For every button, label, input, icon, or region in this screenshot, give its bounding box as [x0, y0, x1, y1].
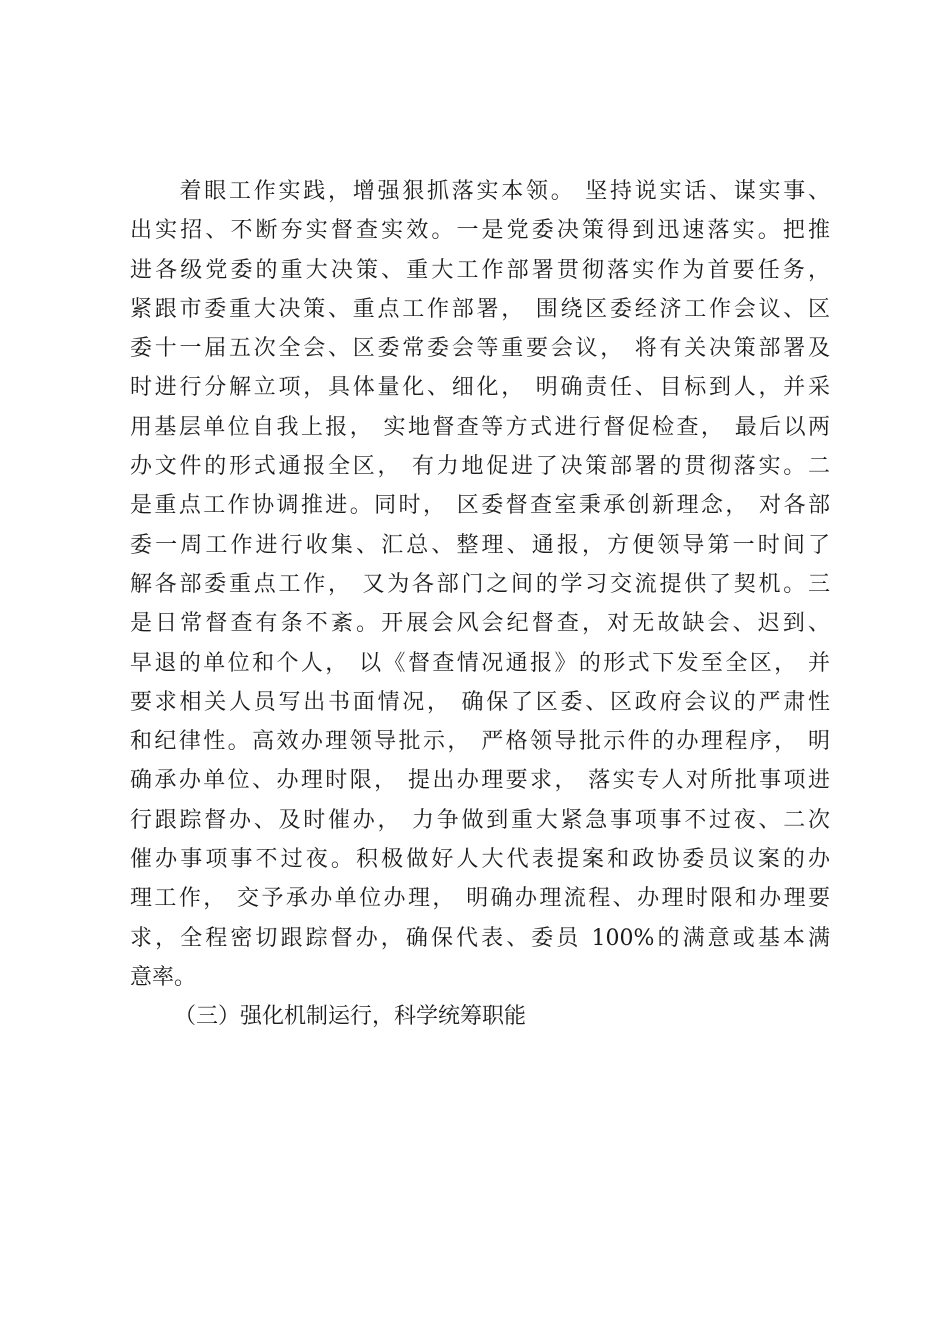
section-heading: （三）强化机制运行，科学统筹职能 [174, 1004, 527, 1030]
paragraph-line: 出实招、不断夯实督查实效。一是党委决策得到迅速落实。把推 [130, 218, 830, 244]
paragraph-line: 进各级党委的重大决策、重大工作部署贯彻落实作为首要任务， [130, 257, 830, 283]
paragraph-line: 是日常督查有条不紊。开展会风会纪督查，对无故缺会、迟到、 [130, 611, 830, 637]
paragraph-line: 意率。 [130, 964, 197, 990]
paragraph-line: 行跟踪督办、及时催办， 力争做到重大紧急事项事不过夜、二次 [130, 807, 830, 833]
paragraph-line: 和纪律性。高效办理领导批示， 严格领导批示件的办理程序， 明 [130, 729, 830, 755]
paragraph-line: 催办事项事不过夜。积极做好人大代表提案和政协委员议案的办 [130, 847, 830, 873]
paragraph-line: 求，全程密切跟踪督办，确保代表、委员 100%的满意或基本满 [130, 925, 830, 951]
paragraph-line: 办文件的形式通报全区， 有力地促进了决策部署的贯彻落实。二 [130, 454, 830, 480]
body-text [130, 172, 830, 1037]
paragraph-line: 委一周工作进行收集、汇总、整理、通报，方便领导第一时间了 [130, 532, 830, 558]
paragraph-line: 确承办单位、办理时限， 提出办理要求， 落实专人对所批事项进 [130, 768, 830, 794]
paragraph-line: 早退的单位和个人， 以《督查情况通报》的形式下发至全区， 并 [130, 650, 830, 676]
paragraph-line: 紧跟市委重大决策、重点工作部署， 围绕区委经济工作会议、区 [130, 296, 830, 322]
paragraph-line: 要求相关人员写出书面情况， 确保了区委、区政府会议的严肃性 [130, 689, 830, 715]
paragraph-line: 委十一届五次全会、区委常委会等重要会议， 将有关决策部署及 [130, 336, 830, 362]
paragraph-line: 用基层单位自我上报， 实地督查等方式进行督促检查， 最后以两 [130, 414, 830, 440]
paragraph-line: 时进行分解立项，具体量化、细化， 明确责任、目标到人，并采 [130, 375, 830, 401]
paragraph-line: 是重点工作协调推进。同时， 区委督查室秉承创新理念， 对各部 [130, 493, 830, 519]
paragraph-line: 着眼工作实践，增强狠抓落实本领。 坚持说实话、谋实事、 [130, 179, 830, 204]
paragraph-line: 解各部委重点工作， 又为各部门之间的学习交流提供了契机。三 [130, 571, 830, 597]
paragraph-line: 理工作， 交予承办单位办理， 明确办理流程、办理时限和办理要 [130, 886, 830, 912]
